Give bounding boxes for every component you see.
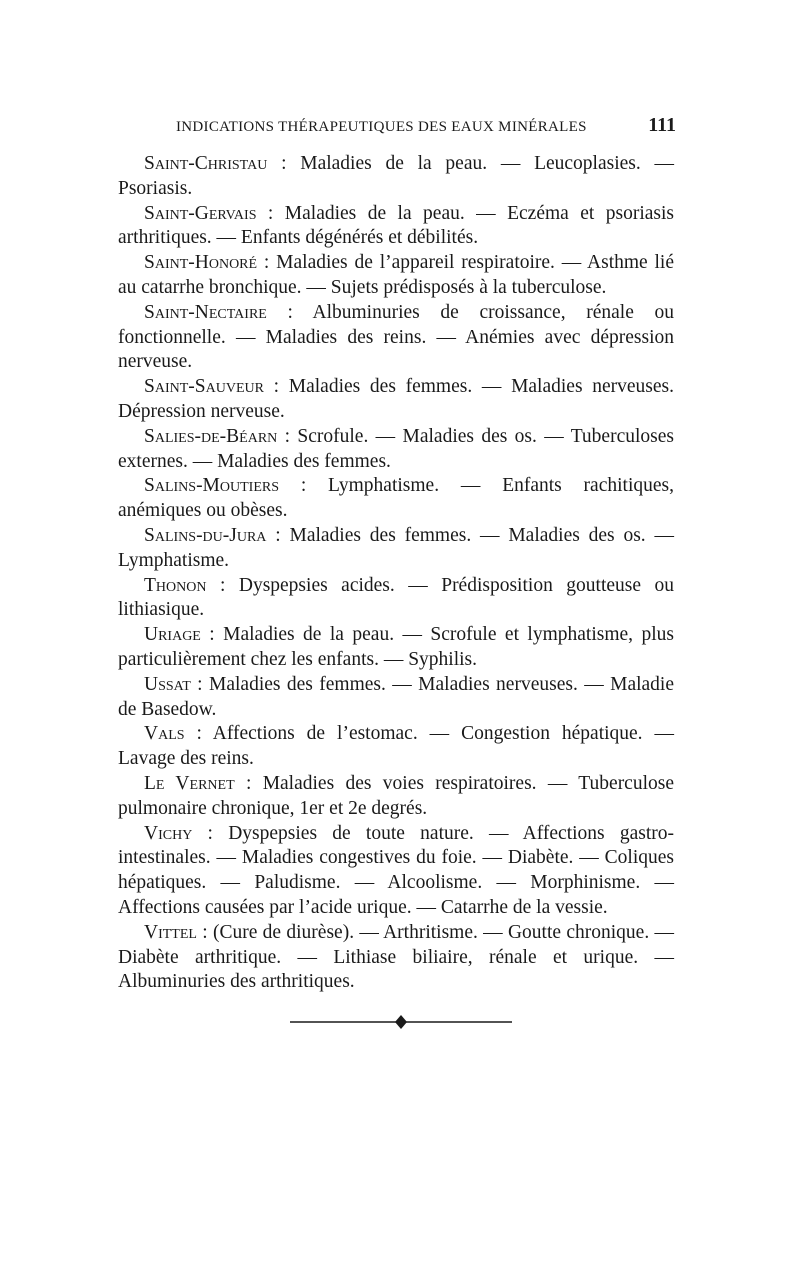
entry-saint-honore [118, 251, 674, 301]
separator: : [266, 301, 313, 323]
entry-saint-nectaire [118, 301, 674, 375]
indications: Maladies de la peau. — Eczéma et psoriasis arthritiques. — Enfants dégénérés et débilités. [118, 202, 674, 249]
separator: : [256, 202, 285, 224]
running-title: INDICATIONS THÉRAPEUTIQUES DES EAUX MINÉRALES [176, 119, 587, 135]
spa-name: Salins-Moutiers [144, 475, 280, 497]
indications: Affections de l’estomac. — Congestion hépatique. — Lavage des reins. [118, 723, 675, 770]
entry-salins-moutiers [118, 474, 674, 524]
entry-le-vernet [118, 772, 674, 822]
entry-thonon [118, 574, 674, 624]
indications: (Cure de diurèse). — Arthritisme. — Goutte chronique. — Diabète arthritique. — Lithiase biliaire, rénale et urique. — Albuminuries des arthritiques. [118, 921, 674, 993]
spa-name: Saint-Nectaire [144, 301, 267, 323]
spa-name: Le Vernet [144, 772, 235, 794]
entry-ussat [118, 673, 674, 723]
entry-uriage [118, 623, 674, 673]
separator: : [184, 723, 213, 745]
separator: : [266, 524, 290, 546]
separator: : [196, 921, 213, 943]
separator: : [257, 252, 277, 274]
spa-name: Saint-Christau [144, 153, 268, 174]
separator: : [279, 475, 329, 497]
spa-name: Saint-Gervais [144, 202, 257, 224]
indications: Albuminuries de croissance, rénale ou fonctionnelle. — Maladies des reins. — Anémies avec dépression nerveuse. [118, 301, 675, 373]
entries-list [118, 152, 674, 995]
indications: Lymphatisme. — Enfants rachitiques, anémiques ou obèses. [118, 475, 674, 522]
separator: : [263, 376, 289, 398]
entry-vichy [118, 822, 674, 921]
spa-name: Saint-Sauveur [144, 376, 264, 398]
entry-salies-de-bearn [118, 425, 674, 475]
spa-name: Uriage [144, 624, 201, 646]
indications: Maladies de l’appareil respiratoire. — Asthme lié au catarrhe bronchique. — Sujets prédisposés à la tuberculose. [118, 252, 675, 298]
spa-name: Thonon [144, 574, 207, 596]
entry-saint-christau [118, 152, 674, 202]
spa-name: Vittel [144, 921, 197, 943]
entry-saint-gervais [118, 202, 674, 252]
separator: : [267, 153, 301, 174]
spa-name: Ussat [144, 673, 191, 695]
page-header [176, 114, 676, 137]
indications: Maladies des femmes. — Maladies nerveuses. — Maladie de Basedow. [118, 673, 675, 720]
indications: Maladies de la peau. — Leucoplasies. — Psoriasis. [118, 153, 674, 199]
entry-vittel [118, 921, 674, 995]
page-number: 111 [648, 114, 676, 136]
indications: Dyspepsies acides. — Prédisposition goutteuse ou lithiasique. [118, 574, 675, 621]
spa-name: Vals [144, 723, 185, 745]
indications: Maladies des femmes. — Maladies nerveuses. Dépression nerveuse. [118, 376, 674, 422]
spa-name: Vichy [144, 822, 193, 844]
spa-name: Salies-de-Béarn [144, 425, 278, 447]
separator: : [206, 574, 239, 596]
indications: Maladies des voies respiratoires. — Tuberculose pulmonaire chronique, 1er et 2e degrés. [118, 772, 675, 819]
indications: Scrofule. — Maladies des os. — Tuberculoses externes. — Maladies des femmes. [118, 425, 674, 472]
indications: Maladies de la peau. — Scrofule et lymphatisme, plus particulièrement chez les enfants. — Syphilis. [118, 624, 674, 670]
entry-vals [118, 722, 674, 772]
indications: Dyspepsies de toute nature. — Affections gastro-intestinales. — Maladies congestives du foie. — Diabète. — Coliques hépatiques. — Paludisme. — Alcoolisme. — Morphinisme. — Affections causées par l’acide urique. — Catarrhe de la vessie. [118, 822, 675, 918]
separator: : [200, 624, 224, 646]
spa-name: Salins-du-Jura [144, 524, 267, 546]
section-end-ornament [290, 1014, 512, 1030]
entry-saint-sauveur [118, 375, 674, 425]
spa-name: Saint-Honoré [144, 252, 258, 274]
separator: : [190, 673, 209, 695]
separator: : [192, 822, 229, 844]
separator: : [277, 425, 298, 447]
entry-salins-du-jura [118, 524, 674, 574]
separator: : [234, 772, 263, 794]
indications: Maladies des femmes. — Maladies des os. — Lymphatisme. [118, 524, 674, 571]
diamond-icon [395, 1015, 407, 1029]
